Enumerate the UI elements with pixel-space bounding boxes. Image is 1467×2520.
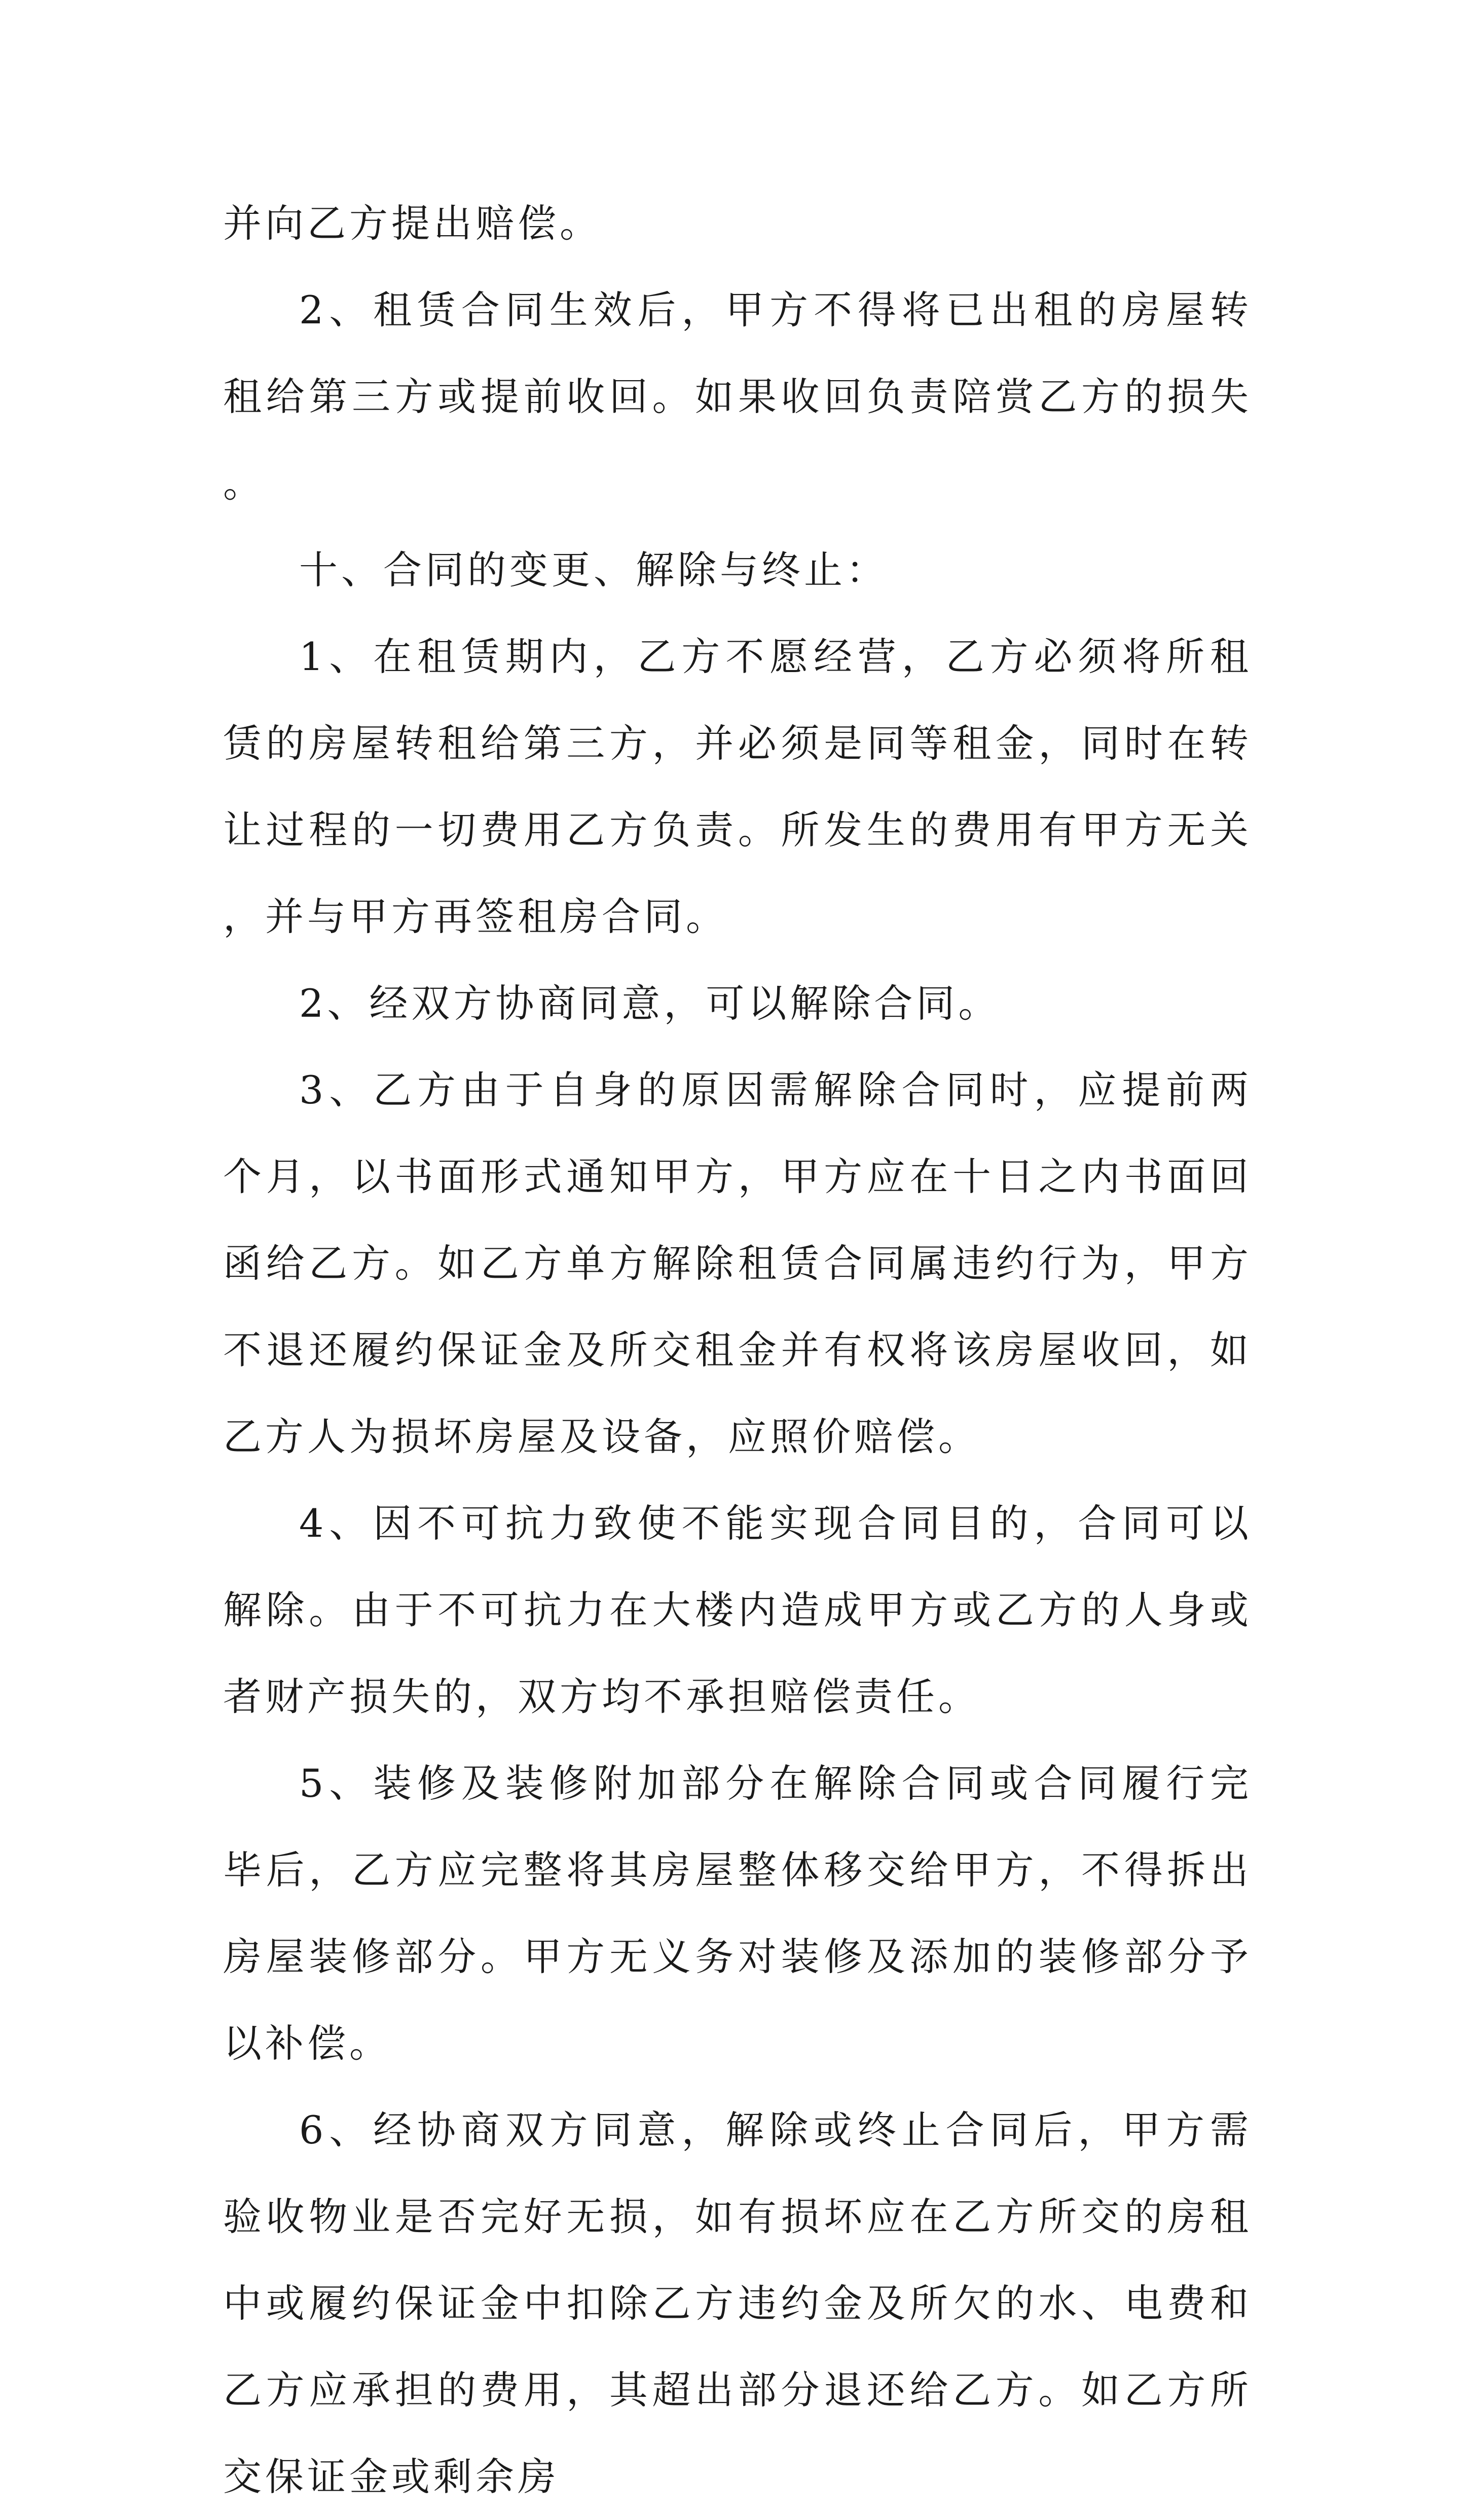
section-heading-10: 十、合同的变更、解除与终止：: [299, 547, 888, 592]
paragraph-clause-10-4: 4、因不可抗力致使不能实现合同目的，合同可以解除。由于不可抗力在大楼内造成甲方或乙方的人身或者财产损失的，双方均不承担赔偿责任。: [223, 1501, 1252, 1719]
paragraph-clause-10-5: 5、装修及装修附加部分在解除合同或合同履行完毕后，乙方应完整将其房屋整体移交给甲方，不得拆出房屋装修部分。甲方无义务对装修及添加的装修部分予以补偿。: [223, 1761, 1252, 2066]
paragraph-clause-10-6: 6、经协商双方同意，解除或终止合同后，甲方需验收物业是否完好无损，如有损坏应在乙方所交的房租中或履约保证金中扣除乙方违约金及所欠的水、电费和乙方应承担的费用，其超出部分退还给乙方。如乙方所交保证金或剩余房: [223, 2107, 1252, 2499]
paragraph-clause-10-2: 2、经双方协商同意，可以解除合同。: [299, 981, 1001, 1026]
paragraph-clause-10-3: 3、乙方由于自身的原因需解除合同时，应提前两个月，以书面形式通知甲方，甲方应在十日之内书面回函给乙方。如乙方单方解除租赁合同属违约行为，甲方不退还履约保证金及所交租金并有权将该房屋收回，如乙方人为损坏房屋及设备，应照价赔偿。: [223, 1067, 1252, 1459]
paragraph-continuation: 并向乙方提出赔偿。: [223, 201, 602, 246]
paragraph-clause-10-1: 1、在租赁期内，乙方不愿经营，乙方必须将所租赁的房屋转租给第三方，并必须是同等租金，同时在转让过程的一切费用乙方负责。所发生的费用有甲方无关，并与甲方再签租房合同。: [223, 634, 1252, 939]
paragraph-clause-9-2: 2、租赁合同生效后，甲方不得将已出租的房屋转租给第三方或提前收回。如果收回负责陪赏乙方的损失。: [223, 287, 1252, 506]
document-body: [223, 180, 1252, 2520]
